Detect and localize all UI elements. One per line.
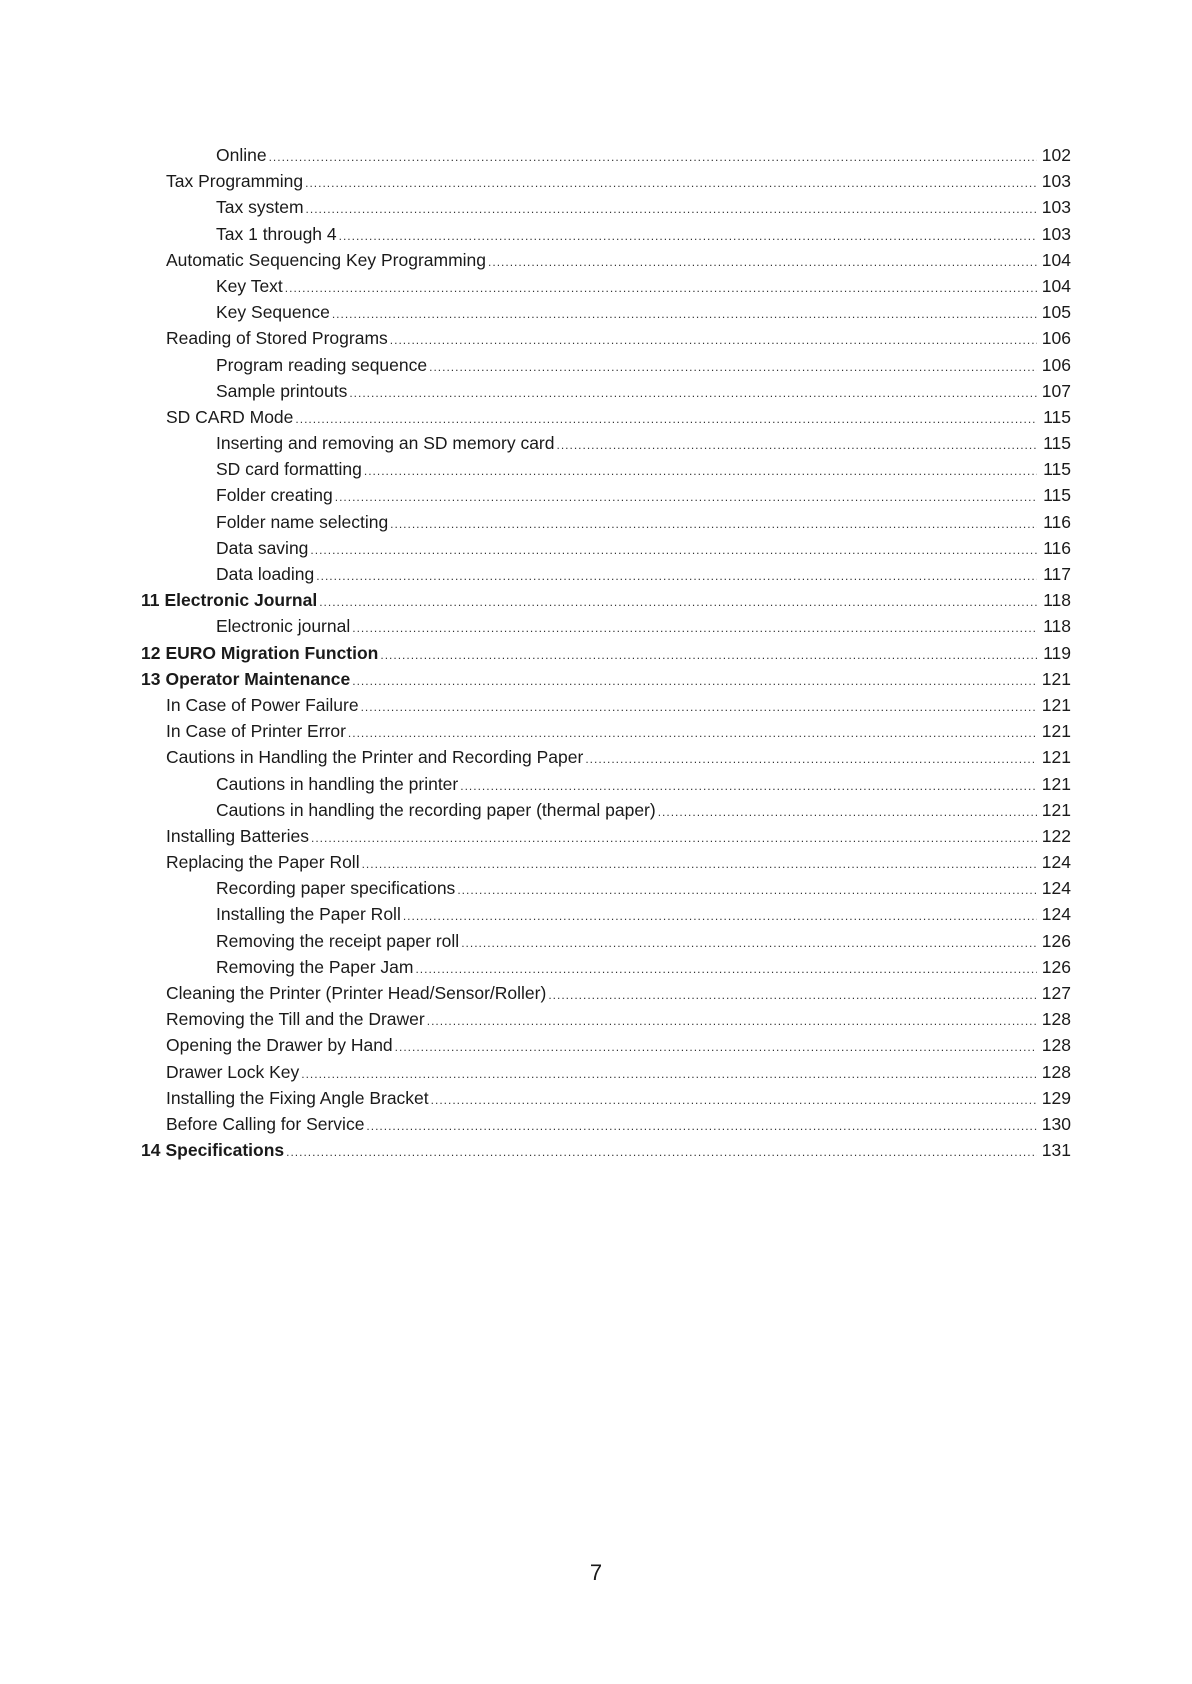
toc-entry-title: Automatic Sequencing Key Programming <box>166 249 487 270</box>
toc-entry-title: Before Calling for Service <box>166 1113 365 1134</box>
dot-leader <box>349 380 1037 406</box>
toc-entry[interactable] <box>141 954 1071 980</box>
toc-entry-title: SD CARD Mode <box>166 406 294 427</box>
toc-entry-page: 116 <box>1043 537 1071 558</box>
toc-entry[interactable] <box>141 142 1071 168</box>
toc-entry-title: Online <box>216 145 267 165</box>
dot-leader <box>269 144 1037 170</box>
dot-leader <box>352 615 1037 641</box>
toc-entry-title: Specifications <box>165 1140 285 1161</box>
toc-entry[interactable] <box>141 221 1071 247</box>
toc-entry[interactable] <box>141 587 1071 613</box>
toc-entry-title: Tax 1 through 4 <box>216 223 337 244</box>
toc-entry[interactable] <box>141 980 1071 1006</box>
toc-entry-page: 129 <box>1041 1087 1071 1108</box>
toc-entry-page: 126 <box>1041 930 1071 951</box>
dot-leader <box>431 1087 1037 1113</box>
toc-entry[interactable] <box>141 1032 1071 1058</box>
dot-leader <box>295 406 1037 432</box>
toc-entry-title: Replacing the Paper Roll <box>166 852 360 873</box>
dot-leader <box>361 694 1037 720</box>
dot-leader <box>306 196 1037 222</box>
toc-entry-page: 121 <box>1041 694 1071 715</box>
toc-entry-page: 131 <box>1041 1140 1071 1161</box>
toc-entry[interactable] <box>141 325 1071 351</box>
dot-leader <box>585 746 1037 772</box>
toc-entry[interactable] <box>141 1137 1071 1163</box>
toc-entry-number: 12 <box>141 642 161 663</box>
toc-entry[interactable] <box>141 561 1071 587</box>
dot-leader <box>339 223 1037 249</box>
toc-entry-title: Tax system <box>216 197 304 218</box>
toc-entry[interactable] <box>141 352 1071 378</box>
toc-entry[interactable] <box>141 718 1071 744</box>
toc-entry-title: Electronic Journal <box>164 590 318 611</box>
toc-entry[interactable] <box>141 901 1071 927</box>
toc-entry[interactable] <box>141 168 1071 194</box>
toc-entry-page: 128 <box>1041 1061 1071 1082</box>
toc-entry-title: Inserting and removing an SD memory card <box>216 433 555 454</box>
toc-entry-title: EURO Migration Function <box>165 642 379 663</box>
toc-entry-page: 107 <box>1041 380 1071 401</box>
toc-entry-title: In Case of Power Failure <box>166 694 359 715</box>
toc-entry-page: 121 <box>1041 799 1071 820</box>
dot-leader <box>556 432 1037 458</box>
toc-entry-title: Cautions in handling the recording paper (thermal paper) <box>216 799 656 820</box>
dot-leader <box>352 668 1037 694</box>
toc-entry[interactable] <box>141 692 1071 718</box>
toc-entry[interactable] <box>141 849 1071 875</box>
dot-leader <box>548 982 1037 1008</box>
toc-entry-title: Cleaning the Printer (Printer Head/Sensor/Roller) <box>166 983 547 1003</box>
toc-entry-page: 117 <box>1043 564 1071 584</box>
dot-leader <box>390 511 1037 537</box>
toc-entry-title: Tax Programming <box>166 171 304 192</box>
toc-entry-page: 106 <box>1041 328 1071 349</box>
table-of-contents <box>141 142 1071 1163</box>
dot-leader <box>301 1061 1037 1087</box>
toc-entry-number: 13 <box>141 668 161 689</box>
toc-entry-page: 130 <box>1041 1113 1071 1134</box>
dot-leader <box>286 1139 1037 1165</box>
toc-entry-page: 121 <box>1041 773 1071 794</box>
toc-entry-page: 126 <box>1041 956 1071 977</box>
toc-entry-title: Key Text <box>216 275 283 296</box>
toc-entry-number: 11 <box>141 590 160 611</box>
toc-entry-title: Installing Batteries <box>166 825 309 846</box>
toc-entry[interactable] <box>141 1085 1071 1111</box>
dot-leader <box>335 484 1037 510</box>
toc-entry[interactable] <box>141 875 1071 901</box>
toc-entry-title: Sample printouts <box>216 380 348 401</box>
toc-entry[interactable] <box>141 640 1071 666</box>
toc-entry-page: 121 <box>1041 668 1071 689</box>
toc-entry[interactable] <box>141 404 1071 430</box>
toc-entry-page: 128 <box>1041 1009 1071 1030</box>
toc-entry[interactable] <box>141 430 1071 456</box>
toc-entry[interactable] <box>141 928 1071 954</box>
toc-entry-page: 106 <box>1041 354 1071 375</box>
page-number: 7 <box>589 1560 603 1585</box>
toc-entry-title: SD card formatting <box>216 459 362 480</box>
dot-leader <box>380 642 1037 668</box>
toc-entry-title: Operator Maintenance <box>165 668 351 689</box>
toc-entry[interactable] <box>141 456 1071 482</box>
toc-entry-title: Data saving <box>216 537 309 558</box>
toc-entry-title: Program reading sequence <box>216 354 428 375</box>
toc-entry[interactable] <box>141 797 1071 823</box>
toc-entry-page: 118 <box>1043 590 1071 611</box>
toc-entry[interactable] <box>141 613 1071 639</box>
dot-leader <box>364 458 1037 484</box>
toc-entry[interactable] <box>141 535 1071 561</box>
toc-entry[interactable] <box>141 1006 1071 1032</box>
toc-entry[interactable] <box>141 194 1071 220</box>
dot-leader <box>488 249 1037 275</box>
dot-leader <box>311 825 1037 851</box>
dot-leader <box>316 563 1037 589</box>
toc-entry[interactable] <box>141 299 1071 325</box>
toc-entry-title: Key Sequence <box>216 302 330 323</box>
toc-entry-title: Folder creating <box>216 485 333 506</box>
toc-entry-number: 14 <box>141 1140 161 1161</box>
dot-leader <box>658 799 1037 825</box>
toc-entry-page: 124 <box>1041 878 1071 899</box>
toc-entry-title: Removing the Paper Jam <box>216 956 414 977</box>
toc-entry-page: 115 <box>1043 459 1071 480</box>
toc-entry-title: Drawer Lock Key <box>166 1061 300 1082</box>
toc-entry[interactable] <box>141 1059 1071 1085</box>
dot-leader <box>332 301 1037 327</box>
toc-entry[interactable] <box>141 247 1071 273</box>
dot-leader <box>460 773 1037 799</box>
toc-entry[interactable] <box>141 744 1071 770</box>
dot-leader <box>285 275 1037 301</box>
toc-entry-title: Reading of Stored Programs <box>166 328 388 349</box>
toc-entry-page: 104 <box>1041 275 1071 296</box>
toc-entry-page: 122 <box>1041 825 1071 846</box>
toc-entry-page: 103 <box>1041 171 1071 192</box>
toc-entry[interactable] <box>141 482 1071 508</box>
dot-leader <box>348 720 1037 746</box>
toc-entry-page: 115 <box>1043 485 1071 506</box>
toc-entry-page: 127 <box>1041 983 1071 1003</box>
toc-entry-page: 115 <box>1043 406 1071 427</box>
dot-leader <box>415 956 1037 982</box>
toc-entry-title: Removing the Till and the Drawer <box>166 1009 425 1030</box>
toc-entry-page: 105 <box>1041 302 1071 323</box>
dot-leader <box>366 1113 1037 1139</box>
toc-entry[interactable] <box>141 771 1071 797</box>
toc-entry-title: In Case of Printer Error <box>166 721 346 742</box>
dot-leader <box>429 354 1037 380</box>
toc-entry-title: Cautions in handling the printer <box>216 773 459 794</box>
toc-entry-title: Cautions in Handling the Printer and Recording Paper <box>166 747 584 768</box>
toc-entry-title: Data loading <box>216 564 315 584</box>
toc-entry-page: 102 <box>1041 145 1071 165</box>
toc-entry-title: Recording paper specifications <box>216 878 456 899</box>
toc-entry-page: 103 <box>1041 223 1071 244</box>
dot-leader <box>403 903 1037 929</box>
dot-leader <box>427 1008 1037 1034</box>
dot-leader <box>305 170 1037 196</box>
toc-entry-title: Opening the Drawer by Hand <box>166 1035 393 1056</box>
toc-entry-title: Electronic journal <box>216 616 351 637</box>
toc-entry[interactable] <box>141 666 1071 692</box>
toc-entry-page: 119 <box>1043 642 1071 663</box>
toc-entry[interactable] <box>141 273 1071 299</box>
toc-entry-page: 121 <box>1041 721 1071 742</box>
toc-entry-page: 115 <box>1043 433 1071 454</box>
toc-entry-page: 121 <box>1041 747 1071 768</box>
toc-entry-page: 124 <box>1041 904 1071 925</box>
dot-leader <box>319 589 1037 615</box>
dot-leader <box>310 537 1037 563</box>
dot-leader <box>461 930 1037 956</box>
toc-entry-title: Installing the Paper Roll <box>216 904 401 925</box>
toc-entry-title: Installing the Fixing Angle Bracket <box>166 1087 429 1108</box>
dot-leader <box>362 851 1037 877</box>
toc-entry-page: 103 <box>1041 197 1071 218</box>
toc-entry-title: Removing the receipt paper roll <box>216 930 460 951</box>
toc-entry[interactable] <box>141 823 1071 849</box>
toc-entry-page: 128 <box>1041 1035 1071 1056</box>
toc-entry-title: Folder name selecting <box>216 511 389 532</box>
toc-entry-page: 116 <box>1043 511 1071 532</box>
toc-entry-page: 118 <box>1043 616 1071 637</box>
toc-entry-page: 104 <box>1041 249 1071 270</box>
toc-entry[interactable] <box>141 509 1071 535</box>
toc-entry[interactable] <box>141 1111 1071 1137</box>
dot-leader <box>457 877 1037 903</box>
toc-entry-page: 124 <box>1041 852 1071 873</box>
dot-leader <box>395 1034 1037 1060</box>
dot-leader <box>390 327 1037 353</box>
toc-entry[interactable] <box>141 378 1071 404</box>
